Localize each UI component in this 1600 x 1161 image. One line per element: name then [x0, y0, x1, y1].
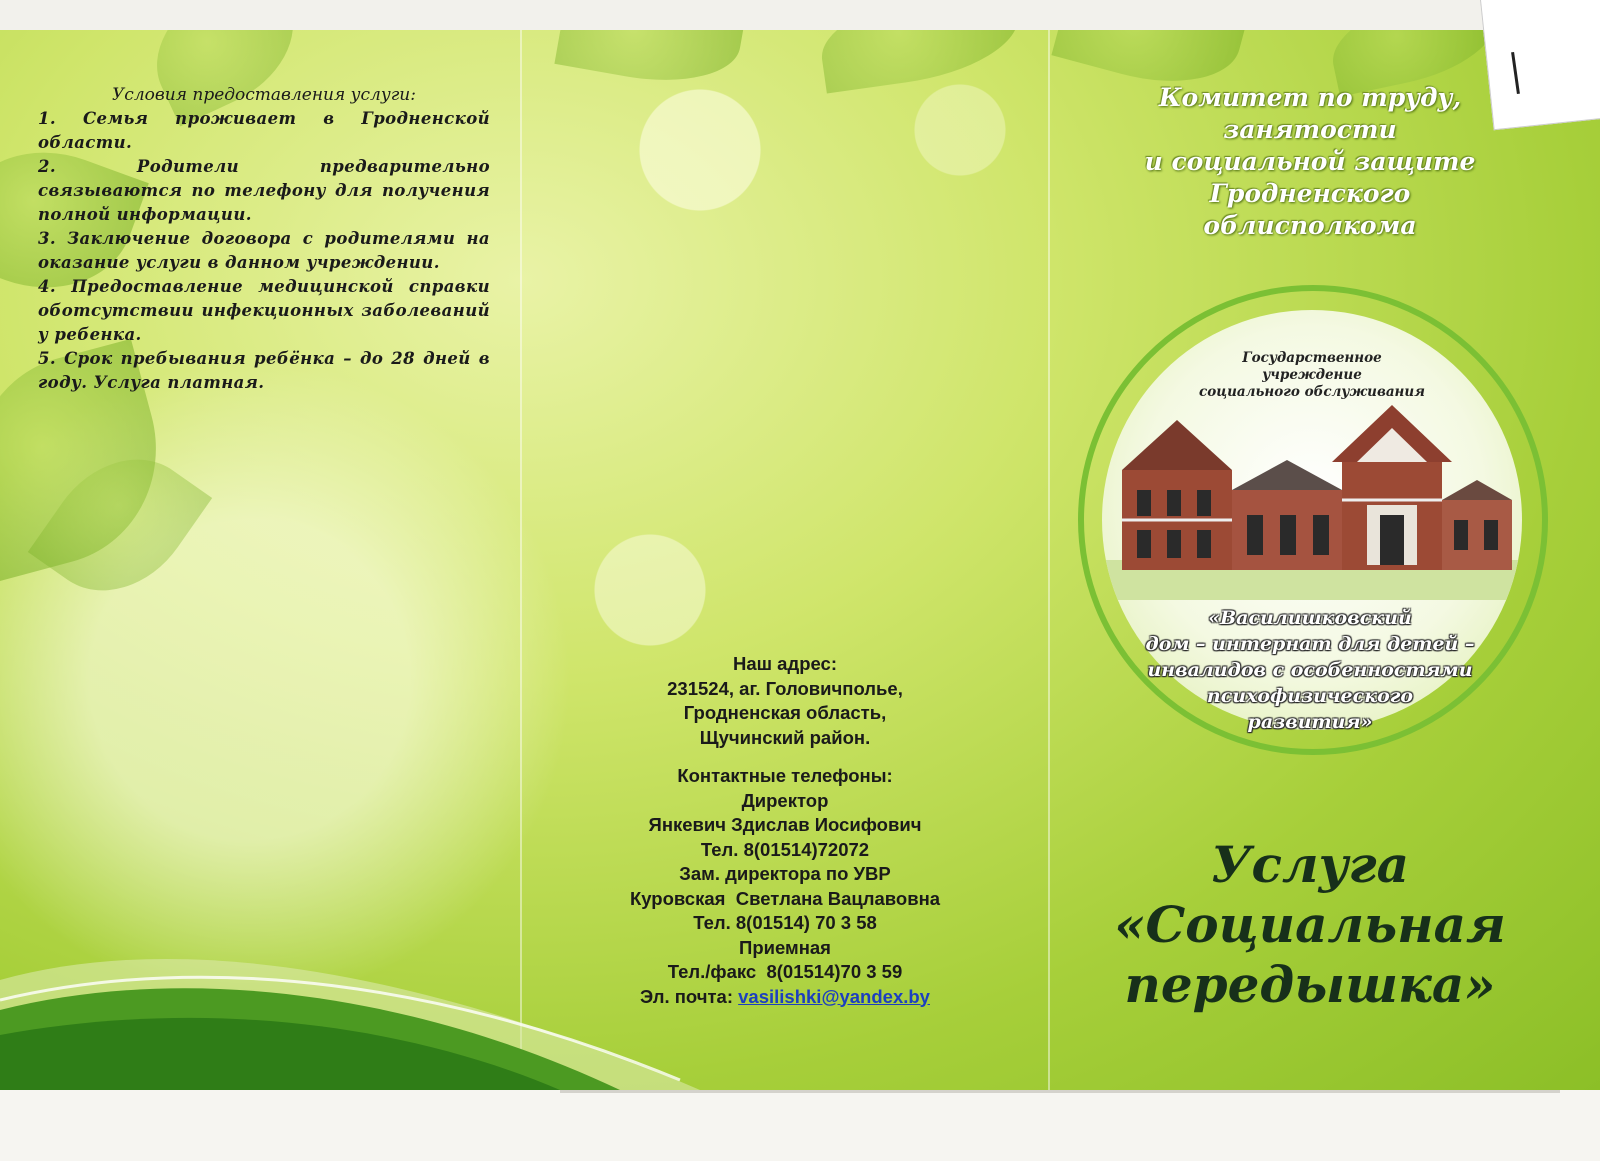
contacts-label: Контактные телефоны:	[677, 765, 893, 786]
condition-item: 2. Родители предварительно связываются по телефону для получения полной информации.	[38, 157, 490, 224]
deputy-phone: Тел. 8(01514) 70 3 58	[693, 912, 877, 933]
condition-item: 3. Заключение договора с родителями на оказание услуги в данном учреждении.	[38, 229, 490, 272]
institution-type-line: учреждение	[1262, 367, 1362, 383]
deputy-role: Зам. директора по УВР	[679, 863, 891, 884]
email-link[interactable]: vasilishki@yandex.by	[738, 985, 930, 1007]
conditions-title: Условия предоставления услуги:	[112, 85, 416, 105]
address-line: 231524, аг. Головичполье,	[667, 677, 903, 699]
deputy-name: Куровская Светлана Вацлавовна	[629, 887, 941, 909]
leaf-decoration	[554, 30, 745, 95]
condition-item: 4. Предоставление медицинской справки оботсутствии инфекционных заболеваний у ребенка.	[38, 277, 490, 344]
institution-name-line: психофизического	[1206, 685, 1414, 707]
reception-phone: Тел./факс 8(01514)70 3 59	[667, 961, 903, 982]
building-illustration	[1102, 400, 1522, 600]
director-phone: Тел. 8(01514)72072	[700, 838, 870, 860]
institution-name	[1100, 605, 1520, 735]
institution-type-line: Государственное	[1242, 350, 1382, 366]
paper-tab	[1480, 0, 1600, 130]
institution-name-line: инвалидов с особенностями	[1147, 659, 1473, 681]
reception-label: Приемная	[739, 936, 831, 958]
fold-line	[520, 30, 522, 1090]
director-name: Янкевич Здислав Иосифович	[648, 814, 922, 835]
leaf-decoration	[815, 30, 1025, 94]
institution-name-line: развития»	[1247, 711, 1373, 733]
address-line: Гродненская область,	[683, 702, 887, 723]
condition-item: 1. Семья проживает в Гродненской области.	[38, 109, 490, 152]
committee-line: и социальной защите	[1144, 147, 1476, 176]
brochure-sheet	[0, 30, 1600, 1090]
paper-edge	[560, 1090, 1560, 1093]
address-label: Наш адрес:	[732, 653, 838, 674]
conditions-panel	[38, 85, 490, 395]
green-swoosh-decoration	[0, 940, 1600, 1090]
service-title-line: Услуга	[1210, 835, 1410, 894]
fold-line	[1048, 30, 1050, 1090]
condition-item: 5. Срок пребывания ребёнка – до 28 дней в году. Услуга платная.	[38, 349, 490, 392]
committee-line: Гродненского	[1209, 179, 1411, 208]
committee-line: облисполкома	[1203, 211, 1417, 240]
address-line: Щучинский район.	[699, 726, 871, 748]
institution-type	[1102, 350, 1522, 401]
institution-type-line: социального обслуживания	[1199, 384, 1425, 400]
committee-line: занятости	[1223, 115, 1397, 144]
committee-line: Комитет по труду,	[1158, 83, 1462, 112]
institution-name-line: дом – интернат для детей –	[1145, 633, 1475, 655]
director-role: Директор	[741, 789, 829, 811]
email-label: Эл. почта:	[640, 985, 733, 1007]
paper-margin	[0, 1090, 1600, 1161]
service-title-line: «Социальная	[1114, 895, 1506, 954]
committee-title	[1100, 82, 1520, 242]
institution-name-line: «Василишковский	[1208, 607, 1412, 629]
service-title-line: передышка»	[1124, 955, 1496, 1014]
